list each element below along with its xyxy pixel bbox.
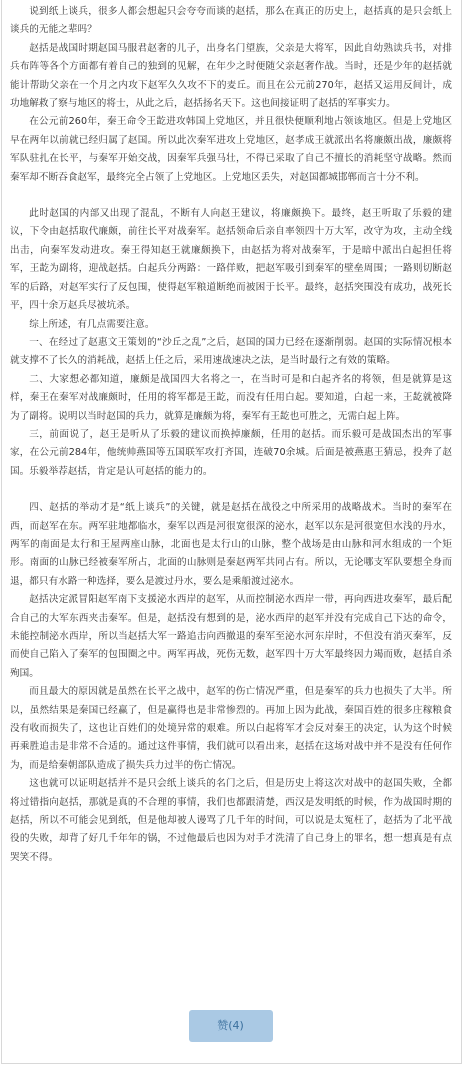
article-paragraph-8: 三，前面说了，赵王是听从了乐毅的建议而换掉廉颇，任用的赵括。而乐毅可是战国杰出的军事家，在公元前284年，他统帅燕国等五国联军攻打齐国，连破70余城。后面是被燕惠王猜忌，投奔了赵国。乐毅举荐赵括，肯定是认可赵括的能力的。 [10, 428, 452, 477]
article-paragraph-12: 这也就可以证明赵括并不是只会纸上谈兵的名门之后，但是历史上将这次对战中的赵国失败，全都将过错指向赵括，那就是真的不合理的事情，我们也都跟清楚，西汉是发明纸的时候，作为战国时期的赵括，所以不可能会见到纸，但是他却被人谩骂了几千年的时间，可以说是太冤枉了，赵括为了北平战役的失败，却背了好几千年年的锅，不过他最后也因为对手才洗清了自己身上的罪名，想一想真是有点哭笑不得。 [10, 778, 452, 863]
article-paragraph-2: 赵括是战国时期赵国马服君赵奢的儿子，出身名门望族，父亲是大将军，因此自幼熟读兵书，对排兵布阵等各个方面都有着自己的独到的见解，在年少之时便随父亲赵奢作战。当时，还是少年的赵括就能计帮助父亲在一个月之内攻下赵军久久攻不下的麦丘。而且在公元前270年，赵括又运用反间计，成功地解救了察与地区的将士，从此之后，赵括扬名天下。这也间接证明了赵括的军事实力。 [10, 42, 452, 110]
article-paragraph-6: 一、在经过了赵惠文王策划的“沙丘之乱”之后，赵国的国力已经在逐渐削弱。赵国的实际情况根本就支撑不了长久的消耗战，赵括上任之后，采用速战速决之法，是当时最行之有效的策略。 [10, 336, 452, 367]
article-paragraph-3: 在公元前260年，秦王命令王龁进攻韩国上党地区，并且很快便顺利地占领该地区。但是上党地区早在两年以前就已经归属了赵国。所以此次秦军进攻上党地区，赵孝成王就派出名将廉颇出战，廉颇将军队驻扎在长平，与秦军开始交战，因秦军兵强马壮，不得已采取了自己不擅长的消耗坚守战略。然而秦军却不断吞食赵军，最终完全占领了上党地区。上党地区丢失，对赵国都城邯郸而言十分不利。 [10, 116, 452, 183]
article-paragraph-1: 说到纸上谈兵，很多人都会想起只会夸夸而谈的赵括，那么在真正的历史上，赵括真的是只会纸上谈兵的无能之辈吗？ [10, 6, 452, 36]
article-paragraph-7: 二、大家想必都知道，廉颇是战国四大名将之一，在当时可是和白起齐名的将领，但是就算是这样，秦王在秦军对战廉颇时，任用的将军都是王龁，而没有任用白起。要知道，白起一来，王龁就被降为了副将。说明以当时赵国的兵力，就算是廉颇为将，秦军有王龁也可胜之，无需白起上阵。 [10, 373, 452, 422]
like-area [0, 1010, 461, 1042]
article-paragraph-4: 此时赵国的内部又出现了混乱，不断有人向赵王建议，将廉颇换下。最终，赵王听取了乐毅的建议，下令由赵括取代廉颇，前往长平对战秦军。赵括领命后亲自率领四十万大军，改守为攻，主动全线出击，向秦军发动进攻。秦王得知赵王就廉颇换下，由赵括为将对战秦军，于是暗中派出白起担任将军，王龁为副将，迎战赵括。白起兵分两路：一路佯败，把赵军吸引到秦军的壁垒周围；一路则切断赵军的后路，对赵军实行了反包围，使得赵军粮道断绝而被困于长平。最终，赵括突围没有成功，战死长平，四十余万赵兵尽被坑杀。 [10, 208, 452, 312]
like-button[interactable]: 赞(4) [189, 1010, 273, 1042]
article-paragraph-10: 赵括决定派冒阳赵军南下支援泌水西岸的赵军，从而控制泌水西岸一带，再向西进攻秦军，最后配合自己的大军东西夹击秦军。但是，赵括没有想到的是，泌水西岸的赵军并没有完成自己下达的命令，未能控制泌水西岸，所以当赵括大军一路追击向西撤退的秦军至泌水河东岸时，不但没有消灭秦军，反而使自己陷入了秦军的包围圈之中。两军再战，死伤无数，赵军四十万大军最终因力竭而败，赵括自杀殉国。 [10, 594, 452, 679]
article-paragraph-9: 四、赵括的举动才是“纸上谈兵”的关键，就是赵括在战役之中所采用的战略战术。当时的秦军在西，而赵军在东。两军驻地都临水，秦军以西是河很宽很深的泌水，赵军以东是河很宽但水浅的丹水，两军的南面是太行和王屋两座山脉，北面也是太行山的山脉，整个战场是由山脉和河水组成的一个矩形。南面的山脉已经被秦军所占，北面的山脉则是秦赵两军共同占有。所以，无论哪支军队要想全身而退，都只有水路一种选择，要么是渡过丹水，要么是乘船渡过泌水。 [10, 502, 452, 587]
article-paragraph-11: 而且最大的原因就是虽然在长平之战中，赵军的伤亡情况严重，但是秦军的兵力也损失了大半。所以，虽然结果是秦国已经赢了，但是赢得也是非常惨烈的。再加上因为此战，秦国百姓的很多庄稼粮食没有收而损失了，这也让百姓们的处境异常的艰难。所以白起将军才会反对秦王的决定，认为这个时候再乘胜追击是非常不合适的。通过这件事情，我们就可以看出来，赵括在这场对战中并不是没有任何作为，而是给秦朝部队造成了损失兵力过半的伤亡情况。 [10, 686, 452, 771]
article-paragraph-5: 综上所述，有几点需要注意。 [29, 318, 155, 330]
article-body [0, 3, 461, 867]
